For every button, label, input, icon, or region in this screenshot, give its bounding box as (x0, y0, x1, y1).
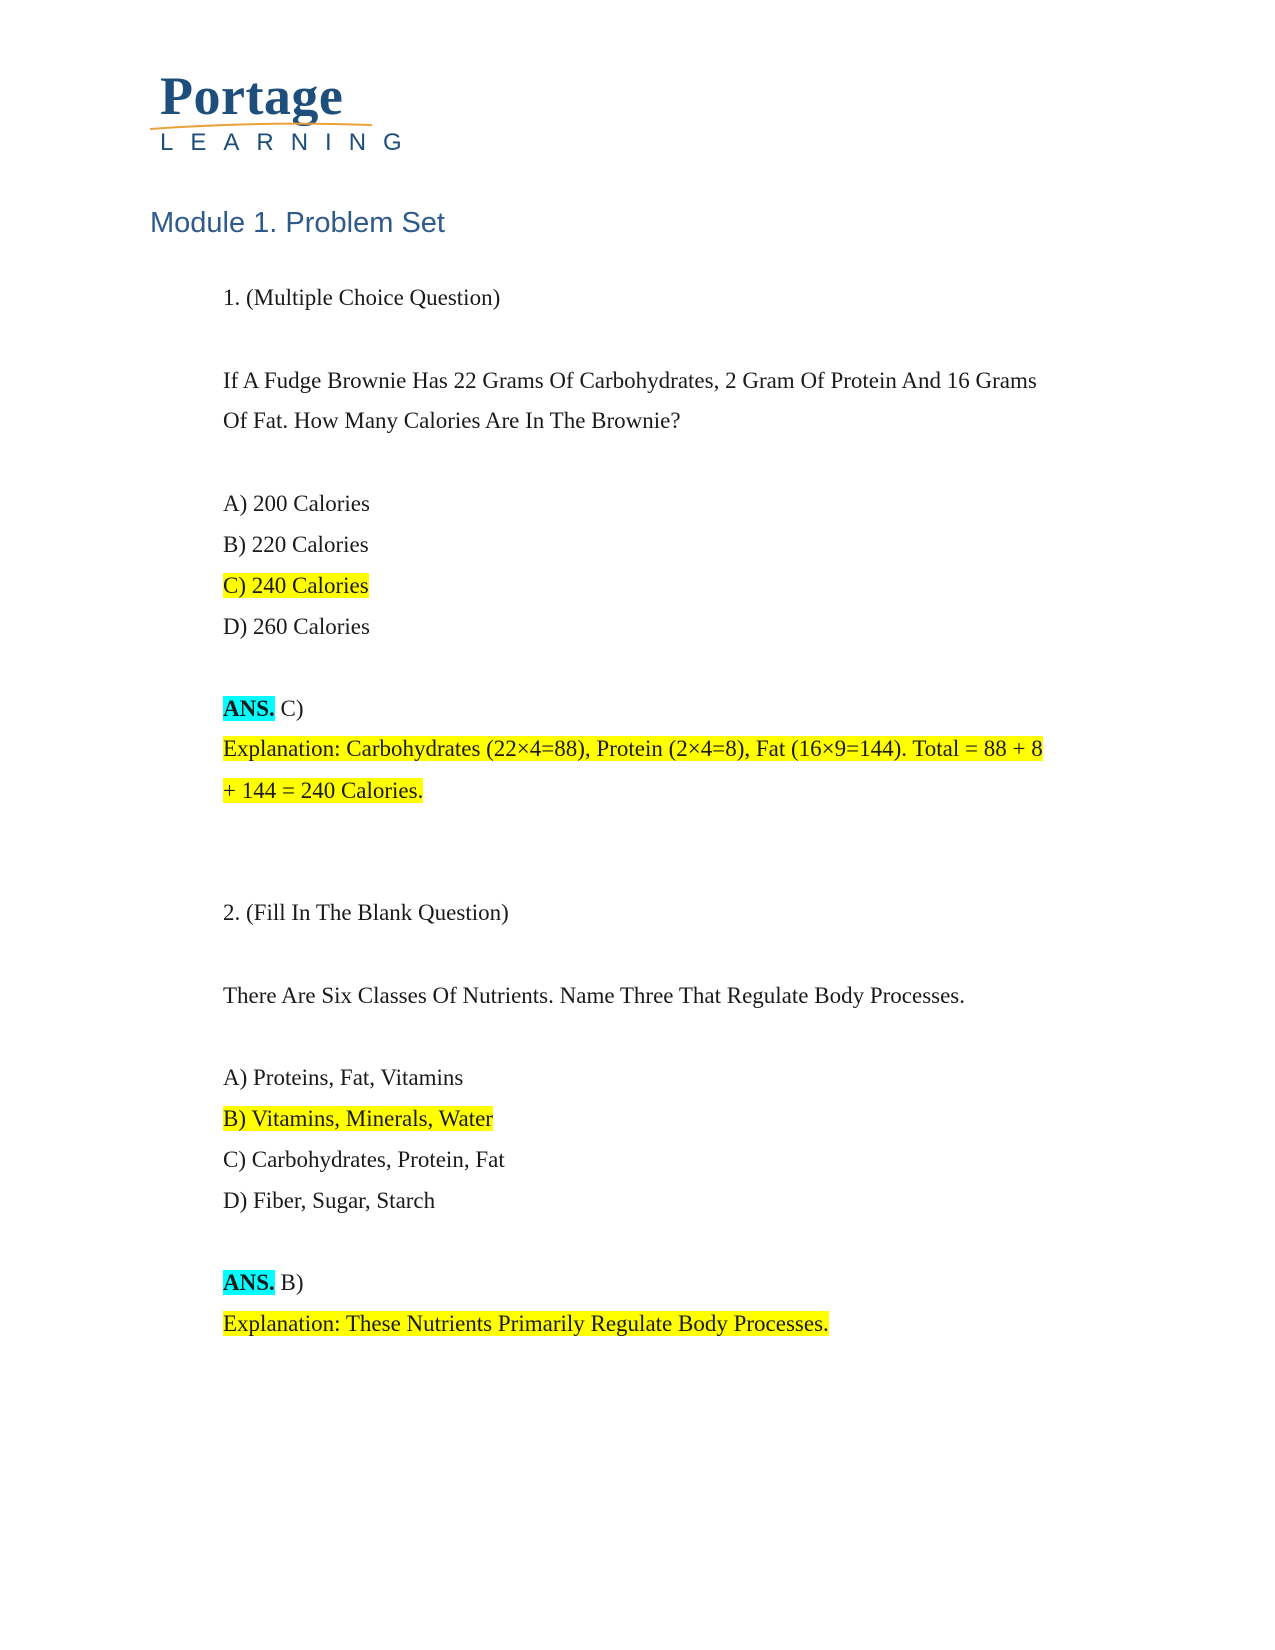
question-2-answer (223, 1269, 304, 1297)
question-2-option-b-correct (223, 1105, 493, 1133)
question-1-prompt-line-2: Of Fat. How Many Calories Are In The Brownie? (223, 408, 681, 433)
option-highlight: C) 240 Calories (223, 573, 369, 598)
portage-learning-logo (150, 66, 419, 156)
answer-value: B) (274, 1270, 304, 1295)
explanation-text: Explanation: Carbohydrates (22×4=88), Protein (2×4=8), Fat (16×9=144). Total = 88 + 8 (223, 736, 1043, 761)
logo-subtitle: LEARNING (160, 129, 419, 156)
question-2-explanation-line-1 (223, 1310, 829, 1338)
question-2-heading: 2. (Fill In The Blank Question) (223, 900, 509, 925)
question-2-prompt-line-1: There Are Six Classes Of Nutrients. Name Three That Regulate Body Processes. (223, 983, 966, 1008)
explanation-text: Explanation: These Nutrients Primarily Regulate Body Processes. (223, 1311, 829, 1336)
answer-label: ANS. (223, 696, 275, 721)
question-1-option-c-correct (223, 572, 369, 600)
question-1-explanation-line-1 (223, 735, 1043, 763)
question-2-option-d: D) Fiber, Sugar, Starch (223, 1188, 436, 1213)
explanation-text: + 144 = 240 Calories. (223, 778, 424, 803)
answer-value: C) (274, 696, 304, 721)
question-1-option-b: B) 220 Calories (223, 532, 369, 557)
logo-wordmark: Portage (160, 66, 344, 126)
question-1-answer (223, 695, 304, 723)
question-2-option-c: C) Carbohydrates, Protein, Fat (223, 1147, 505, 1172)
question-1-prompt-line-1: If A Fudge Brownie Has 22 Grams Of Carbohydrates, 2 Gram Of Protein And 16 Grams (223, 368, 1037, 393)
question-1-explanation-line-2 (223, 777, 423, 805)
option-highlight: B) Vitamins, Minerals, Water (223, 1106, 493, 1131)
question-1-option-a: A) 200 Calories (223, 491, 370, 516)
question-1-option-d: D) 260 Calories (223, 614, 370, 639)
answer-label: ANS. (223, 1270, 275, 1295)
question-2-option-a: A) Proteins, Fat, Vitamins (223, 1065, 464, 1090)
question-1-heading: 1. (Multiple Choice Question) (223, 285, 501, 310)
page-title: Module 1. Problem Set (150, 207, 445, 239)
